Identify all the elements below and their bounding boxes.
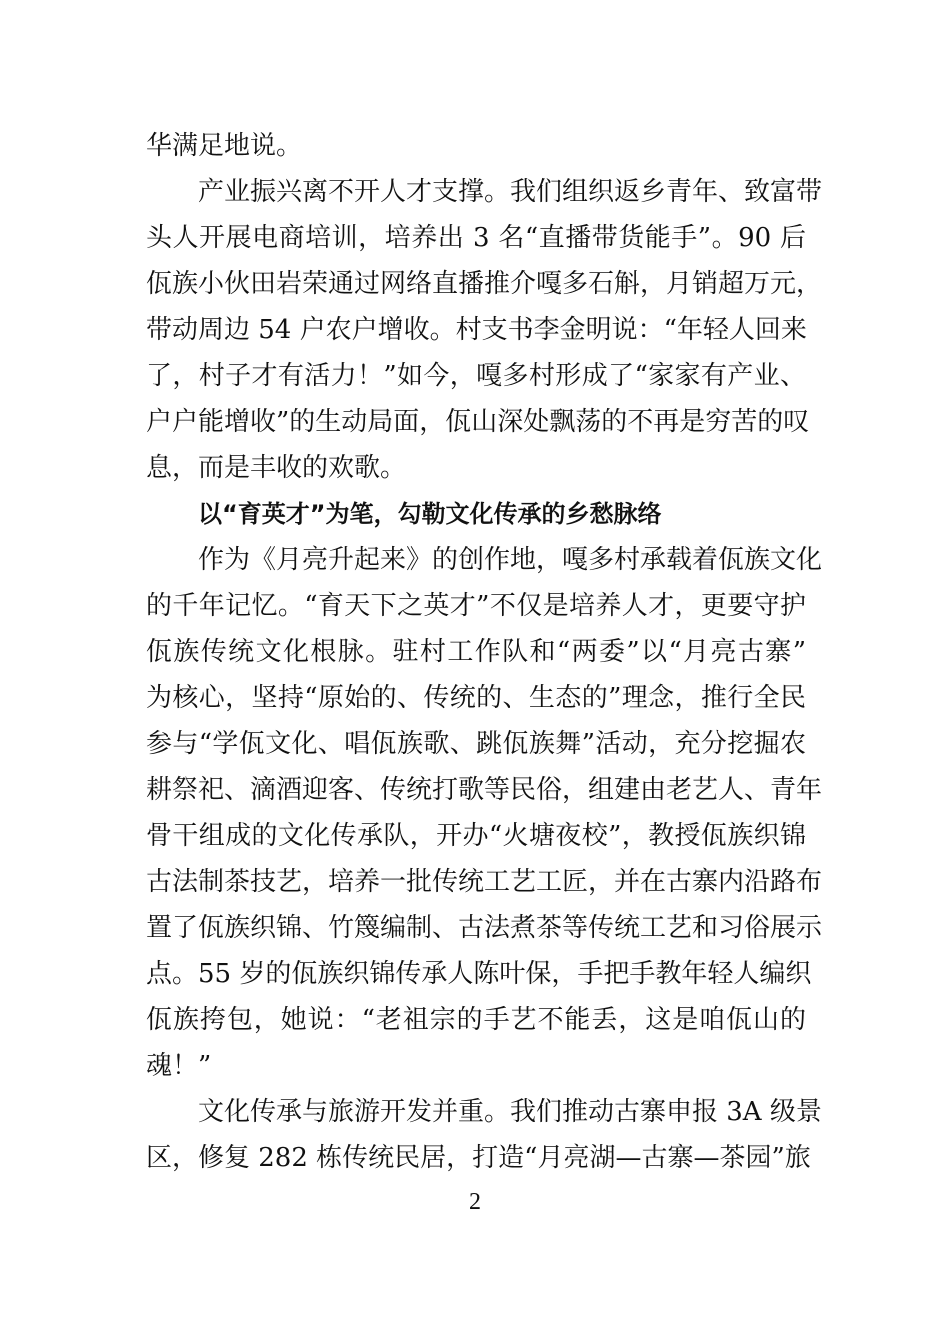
text-line: 华满足地说。 [146,131,303,161]
text-line: 了，村子才有活力！”如今，嘎多村形成了“家家有产业、 [146,361,806,391]
text-line: 产业振兴离不开人才支撑。我们组织返乡青年、致富带 [198,177,823,207]
text-line: 作为《月亮升起来》的创作地，嘎多村承载着佤族文化 [198,545,823,575]
text-line: 魂！” [146,1051,212,1081]
text-line: 佤族挎包，她说：“老祖宗的手艺不能丢，这是咱佤山的 [146,1005,806,1035]
text-line: 为核心，坚持“原始的、传统的、生态的”理念，推行全民 [146,683,806,713]
text-line: 骨干组成的文化传承队，开办“火塘夜校”，教授佤族织锦 [146,821,806,851]
text-line: 息，而是丰收的欢歌。 [146,453,407,483]
text-line: 佤族小伙田岩荣通过网络直播推介嘎多石斛，月销超万元， [146,269,823,299]
text-line: 的千年记忆。“育天下之英才”不仅是培养人才，更要守护 [146,591,806,621]
text-line: 户户能增收”的生动局面，佤山深处飘荡的不再是穷苦的叹 [146,407,810,437]
text-line: 点。55 岁的佤族织锦传承人陈叶保，手把手教年轻人编织 [146,959,812,989]
text-line: 佤族传统文化根脉。驻村工作队和“两委”以“月亮古寨” [146,637,806,667]
text-line: 文化传承与旅游开发并重。我们推动古寨申报 3A 级景 [198,1097,822,1127]
section-heading: 以“育英才”为笔，勾勒文化传承的乡愁脉络 [198,500,662,528]
text-line: 古法制茶技艺，培养一批传统工艺工匠，并在古寨内沿路布 [146,867,823,897]
text-line: 区，修复 282 栋传统民居，打造“月亮湖—古寨—茶园”旅 [146,1143,811,1173]
text-line: 头人开展电商培训，培养出 3 名“直播带货能手”。90 后 [146,223,806,253]
page-number: 2 [469,1189,481,1215]
text-line: 耕祭祀、滴酒迎客、传统打歌等民俗，组建由老艺人、青年 [146,775,823,805]
text-line: 参与“学佤文化、唱佤族歌、跳佤族舞”活动，充分挖掘农 [146,729,806,759]
text-line: 置了佤族织锦、竹篾编制、古法煮茶等传统工艺和习俗展示 [146,913,823,943]
text-line: 带动周边 54 户农户增收。村支书李金明说：“年轻人回来 [146,315,807,345]
